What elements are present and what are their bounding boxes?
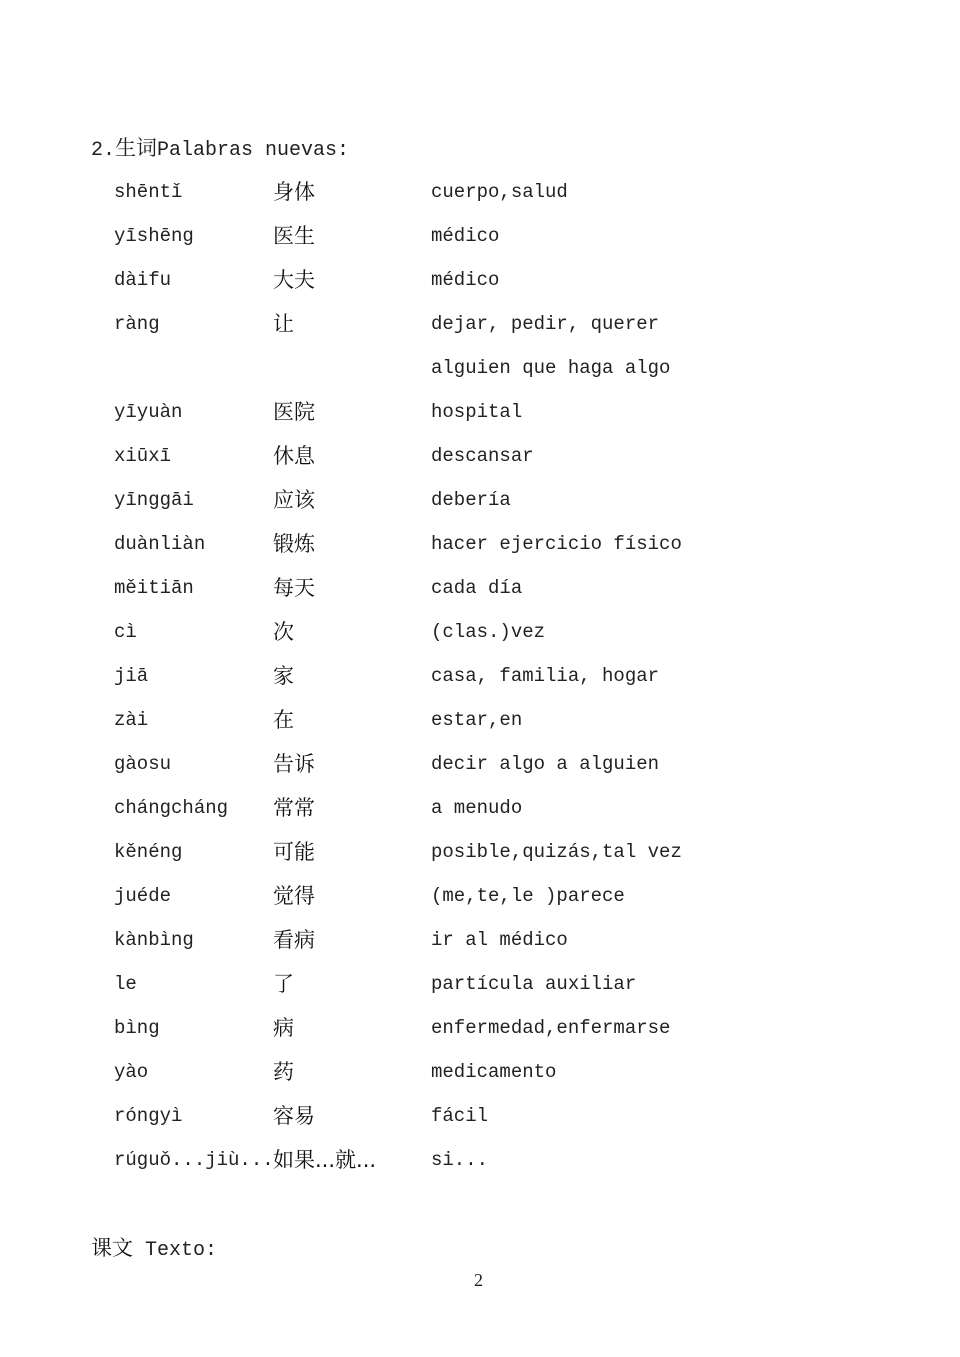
vocab-pinyin: gàosu	[114, 753, 172, 775]
vocab-row	[0, 310, 960, 354]
vocab-row	[0, 706, 960, 750]
vocab-pinyin: xiūxī	[114, 445, 172, 467]
vocab-hanzi: 医院	[273, 400, 315, 424]
vocab-hanzi: 容易	[273, 1104, 315, 1128]
section-heading-text	[91, 1234, 217, 1265]
vocab-meaning: si...	[431, 1149, 489, 1171]
vocab-meaning: alguien que haga algo	[431, 357, 671, 379]
vocab-row	[0, 222, 960, 266]
vocab-pinyin: juéde	[114, 885, 172, 907]
vocab-row	[0, 530, 960, 574]
vocab-row	[0, 970, 960, 1014]
text-title-chinese: 课文	[91, 1236, 133, 1260]
vocab-pinyin: bìng	[114, 1017, 160, 1039]
vocab-pinyin: jiā	[114, 665, 149, 687]
vocab-meaning: (clas.)vez	[431, 621, 546, 643]
vocab-row	[0, 794, 960, 838]
vocab-hanzi: 休息	[273, 444, 315, 468]
vocab-row	[0, 1058, 960, 1102]
vocab-row	[0, 398, 960, 442]
section-title-chinese: 生词	[115, 136, 158, 160]
vocab-row	[0, 266, 960, 310]
vocab-meaning: medicamento	[431, 1061, 557, 1083]
vocab-hanzi: 觉得	[273, 884, 315, 908]
vocab-hanzi: 在	[273, 708, 294, 732]
vocab-meaning: a menudo	[431, 797, 523, 819]
vocab-hanzi: 可能	[273, 840, 315, 864]
page-number: 2	[474, 1270, 483, 1290]
vocab-row	[0, 618, 960, 662]
vocab-meaning: cada día	[431, 577, 523, 599]
vocab-meaning: partícula auxiliar	[431, 973, 637, 995]
vocab-row	[0, 486, 960, 530]
vocab-meaning: posible,quizás,tal vez	[431, 841, 682, 863]
vocab-meaning: descansar	[431, 445, 534, 467]
vocab-row	[0, 442, 960, 486]
vocab-pinyin: ràng	[114, 313, 160, 335]
vocab-hanzi: 如果...就...	[273, 1148, 377, 1172]
vocab-hanzi: 家	[273, 664, 294, 688]
vocab-pinyin: yīyuàn	[114, 401, 183, 423]
vocab-hanzi: 每天	[273, 576, 315, 600]
vocab-pinyin: měitiān	[114, 577, 194, 599]
vocab-row	[0, 662, 960, 706]
vocab-meaning: hacer ejercicio físico	[431, 533, 682, 555]
vocab-meaning: dejar, pedir, querer	[431, 313, 660, 335]
vocab-hanzi: 常常	[273, 796, 315, 820]
vocab-hanzi: 锻炼	[273, 532, 315, 556]
text-title-spanish: Texto:	[145, 1239, 218, 1262]
vocab-hanzi: 让	[273, 312, 294, 336]
vocab-meaning: cuerpo,salud	[431, 181, 568, 203]
vocab-pinyin: yīnggāi	[114, 489, 194, 511]
vocab-pinyin: le	[114, 973, 137, 995]
vocab-hanzi: 大夫	[273, 268, 315, 292]
vocab-meaning: (me,te,le )parece	[431, 885, 625, 907]
vocab-meaning: ir al médico	[431, 929, 568, 951]
vocab-pinyin: kěnéng	[114, 841, 183, 863]
vocab-pinyin: cì	[114, 621, 137, 643]
vocab-pinyin: róngyì	[114, 1105, 183, 1127]
vocab-hanzi: 次	[273, 620, 294, 644]
vocab-hanzi: 告诉	[273, 752, 315, 776]
vocab-row	[0, 882, 960, 926]
vocab-row	[0, 838, 960, 882]
vocab-meaning: casa, familia, hogar	[431, 665, 660, 687]
vocab-row-continuation	[0, 354, 960, 398]
vocab-hanzi: 病	[273, 1016, 294, 1040]
vocab-meaning: debería	[431, 489, 511, 511]
vocab-hanzi: 身体	[273, 180, 315, 204]
vocab-hanzi: 应该	[273, 488, 315, 512]
vocab-pinyin: kànbìng	[114, 929, 194, 951]
section-title-spanish: Palabras nuevas:	[157, 139, 350, 162]
vocab-hanzi: 了	[273, 972, 294, 996]
vocab-pinyin: dàifu	[114, 269, 172, 291]
vocab-row	[0, 1146, 960, 1190]
vocab-row	[0, 926, 960, 970]
vocab-hanzi: 看病	[273, 928, 315, 952]
vocab-pinyin: yīshēng	[114, 225, 194, 247]
vocab-pinyin: yào	[114, 1061, 149, 1083]
vocab-row	[0, 750, 960, 794]
vocab-meaning: decir algo a alguien	[431, 753, 660, 775]
vocab-pinyin: zài	[114, 709, 149, 731]
vocab-meaning: estar,en	[431, 709, 523, 731]
vocab-row	[0, 1102, 960, 1146]
vocab-row	[0, 574, 960, 618]
vocab-pinyin: rúguǒ...jiù...	[114, 1149, 274, 1171]
vocab-pinyin: shēntǐ	[114, 181, 183, 203]
vocab-pinyin: chángcháng	[114, 797, 229, 819]
section-heading-new-words	[91, 134, 349, 165]
vocab-row	[0, 1014, 960, 1058]
vocab-hanzi: 药	[273, 1060, 294, 1084]
vocab-pinyin: duànliàn	[114, 533, 206, 555]
vocab-meaning: enfermedad,enfermarse	[431, 1017, 671, 1039]
vocab-hanzi: 医生	[273, 224, 315, 248]
vocab-meaning: médico	[431, 225, 500, 247]
vocab-meaning: médico	[431, 269, 500, 291]
vocab-meaning: fácil	[431, 1105, 489, 1127]
vocab-meaning: hospital	[431, 401, 523, 423]
section-number: 2.	[91, 139, 116, 162]
vocab-row	[0, 178, 960, 222]
